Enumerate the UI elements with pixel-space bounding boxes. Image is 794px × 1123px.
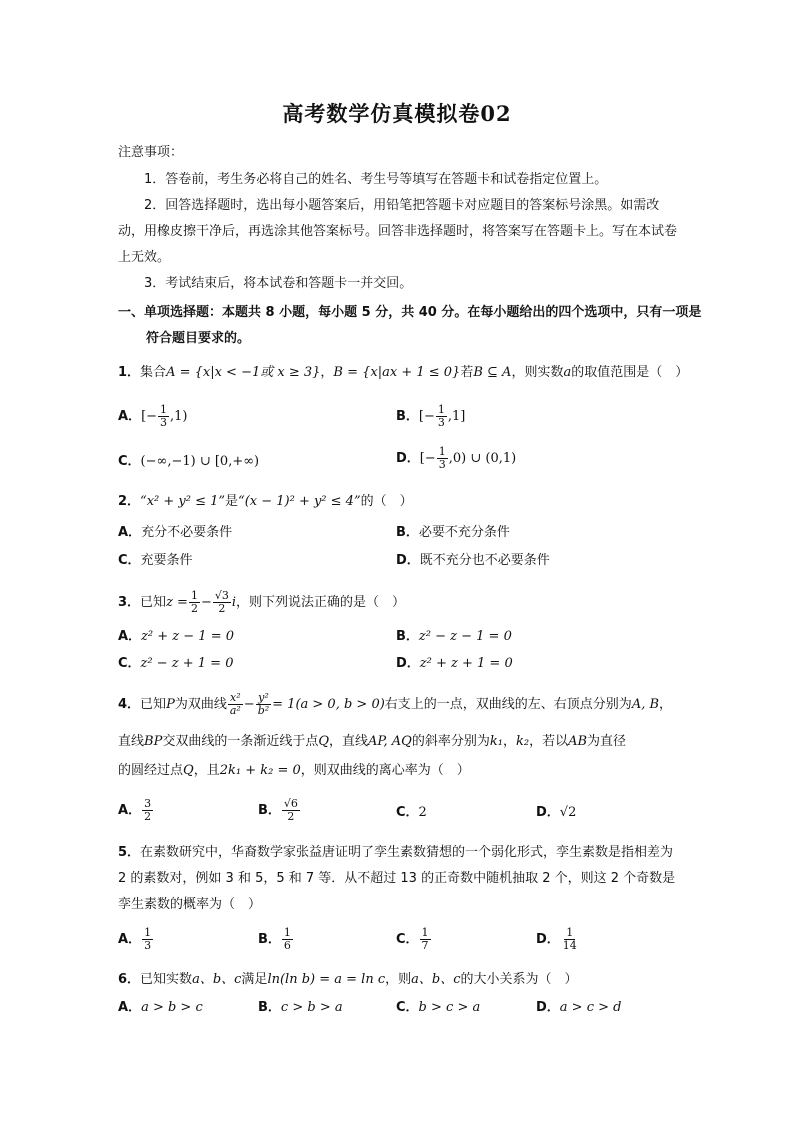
question-2-option-b: B．必要不充分条件 <box>396 525 510 540</box>
question-3-stem: 3．已知z = $\frac{1}{2}$ − $\frac{√3}{2}$ i，则下列说法正确的是（ ） <box>118 589 406 615</box>
question-6-stem: 6．已知实数a、b、c满足ln(ln b) = a = ln c，则a、b、c的大小关系为（ ） <box>118 972 578 987</box>
notice-heading: 注意事项： <box>118 145 184 160</box>
question-4-stem-line-1: 4．已知P为双曲线 $\frac{\text{x²}}{\text{a²}}$ − $\frac{\text{y²}}{\text{b²}}$ = 1(a > 0, b > 0)右支上的一点，双曲线的左、右顶点分别为A, B， <box>118 691 673 717</box>
question-6-option-c: C．b > c > a <box>396 1000 481 1015</box>
question-5-option-c: C． $\frac{1}{7}$ <box>396 926 429 952</box>
question-5-stem: 5．在素数研究中，华裔数学家张益唐证明了孪生素数猜想的一个弱化形式，孪生素数是指相差为 2 的素数对，例如 3 和 5，5 和 7 等．从不超过 13 的正奇数中随机抽取 2 个，则这 2 个奇数是孪生素数的概率为（ ） <box>118 845 676 912</box>
question-1-option-d: D．[− $\frac{1}{3}$ ,0) ∪ (0,1) <box>396 445 517 471</box>
question-1-option-c: C．(−∞,−1) ∪ [0,+∞) <box>118 454 260 469</box>
question-4-stem-line-3: 的圆经过点Q，且2k₁ + k₂ = 0，则双曲线的离心率为（ ） <box>118 763 470 778</box>
question-2-option-c: C．充要条件 <box>118 553 193 568</box>
question-3-option-a: A．z² + z − 1 = 0 <box>118 629 234 644</box>
question-4-option-d: D．√2 <box>536 805 577 820</box>
section-heading: 一、单项选择题：本题共 8 小题，每小题 5 分，共 40 分。在每小题给出的四个选项中，只有一项是符合题目要求的。 <box>118 305 702 346</box>
question-5-option-a: A． $\frac{1}{3}$ <box>118 926 152 952</box>
question-5-option-d: D． $\frac{1}{14}$ <box>536 926 577 952</box>
question-3-option-b: B．z² − z − 1 = 0 <box>396 629 512 644</box>
question-4-option-a: A． $\frac{3}{2}$ <box>118 797 152 823</box>
question-3-option-d: D．z² + z + 1 = 0 <box>396 656 513 671</box>
notice-item-1: 1．答卷前，考生务必将自己的姓名、考生号等填写在答题卡和试卷指定位置上。 <box>144 172 608 187</box>
question-4-option-b: B． $\frac{√6}{2}$ <box>258 797 298 823</box>
question-6-option-b: B．c > b > a <box>258 1000 343 1015</box>
question-6-option-a: A．a > b > c <box>118 1000 203 1015</box>
page-title: 高考数学仿真模拟卷02 <box>282 101 512 126</box>
question-1-option-a: A．[− $\frac{1}{3}$ ,1) <box>118 403 188 429</box>
question-1-stem: 1．集合A = {x|x < −1或 x ≥ 3}，B = {x|ax + 1 ≤ 0}若B ⊆ A，则实数a的取值范围是（ ） <box>118 365 689 380</box>
question-4-stem-line-2: 直线BP交双曲线的一条渐近线于点Q，直线AP, AQ的斜率分别为k₁，k₂，若以AB为直径 <box>118 734 627 749</box>
question-6-option-d: D．a > c > d <box>536 1000 622 1015</box>
question-4-option-c: C．2 <box>396 805 427 820</box>
question-1-option-b: B．[− $\frac{1}{3}$ ,1] <box>396 403 466 429</box>
notice-item-3: 3．考试结束后，将本试卷和答题卡一并交回。 <box>144 276 413 291</box>
question-2-option-a: A．充分不必要条件 <box>118 525 233 540</box>
notice-item-2: 2．回答选择题时，选出每小题答案后，用铅笔把答题卡对应题目的答案标号涂黑。如需改动，用橡皮擦干净后，再选涂其他答案标号。回答非选择题时，将答案写在答题卡上。写在本试卷上无效。 <box>118 198 678 265</box>
question-3-option-c: C．z² − z + 1 = 0 <box>118 656 234 671</box>
question-5-option-b: B． $\frac{1}{6}$ <box>258 926 291 952</box>
question-2-option-d: D．既不充分也不必要条件 <box>396 553 550 568</box>
question-2-stem: 2．“x² + y² ≤ 1”是“(x − 1)² + y² ≤ 4”的（ ） <box>118 494 413 509</box>
